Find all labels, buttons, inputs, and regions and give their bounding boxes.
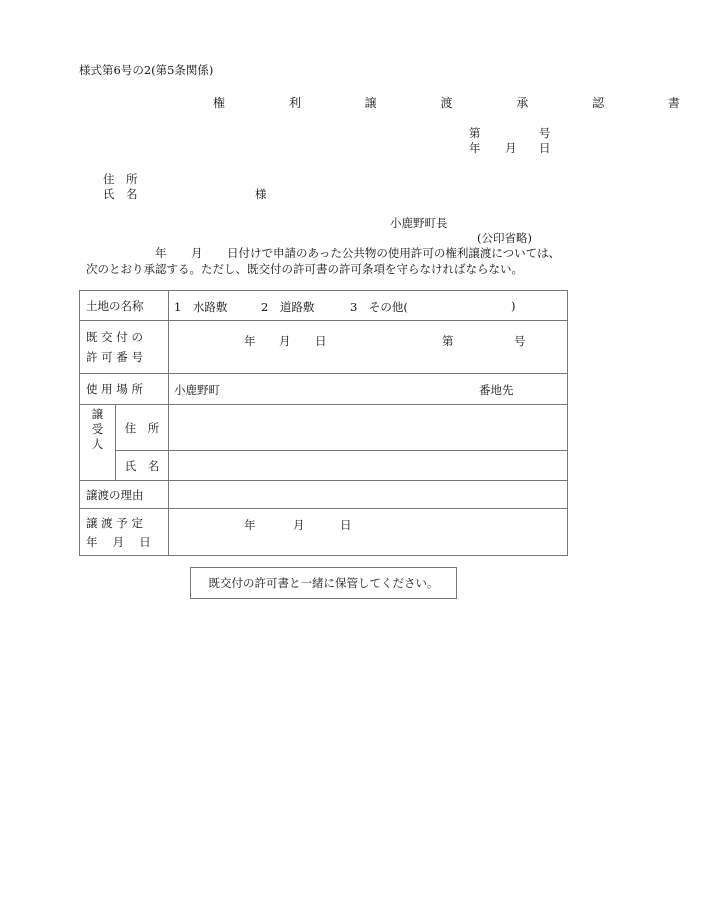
location-label: 使 用 場 所 bbox=[86, 382, 143, 396]
planned-label-line2: 年 月 日 bbox=[86, 534, 151, 549]
transferee-char-3: 人 bbox=[91, 437, 104, 451]
form-number: 様式第6号の2(第5条関係) bbox=[79, 63, 214, 77]
transferee-name-label: 氏 名 bbox=[124, 458, 160, 473]
body-line2: 次のとおり承認する。ただし、既交付の許可書の許可条項を守らなければならない。 bbox=[86, 262, 523, 276]
row-transferee-name bbox=[80, 451, 568, 481]
notice-box bbox=[190, 567, 457, 599]
body-date-month: 月 bbox=[191, 246, 203, 260]
transferee-char-1: 譲 bbox=[91, 407, 104, 421]
transferee-address-field[interactable] bbox=[169, 405, 568, 451]
permit-date-year: 年 bbox=[244, 334, 256, 348]
reason-label: 譲渡の理由 bbox=[86, 487, 144, 502]
permit-number-field bbox=[169, 321, 567, 373]
row-location bbox=[80, 374, 568, 405]
permit-no-go: 号 bbox=[514, 334, 526, 348]
addressee-address-label: 住 所 bbox=[103, 172, 138, 186]
permit-label-line2: 許 可 番 号 bbox=[86, 350, 143, 364]
land-option-close-paren: ) bbox=[511, 299, 516, 313]
body-line1: 日付けで申請のあった公共物の使用許可の権利譲渡については、 bbox=[227, 246, 561, 260]
issue-date-month: 月 bbox=[505, 141, 517, 155]
transfer-form-table bbox=[79, 290, 568, 556]
transferee-label bbox=[80, 405, 116, 481]
planned-label-line1: 譲 渡 予 定 bbox=[86, 515, 143, 530]
doc-number-dai: 第 bbox=[469, 126, 481, 140]
planned-date-day: 日 bbox=[340, 518, 352, 532]
land-option-waterway: 1 水路敷 bbox=[174, 300, 228, 314]
location-suffix: 番地先 bbox=[479, 383, 514, 397]
issue-date-year: 年 bbox=[469, 141, 481, 155]
row-land-name bbox=[80, 291, 568, 321]
row-reason bbox=[80, 481, 568, 509]
transferee-char-2: 受 bbox=[91, 422, 104, 436]
transferee-name-field[interactable] bbox=[169, 451, 568, 481]
issuer-name: 小鹿野町長 bbox=[390, 216, 448, 230]
row-permit-number bbox=[80, 321, 568, 374]
row-transferee-address bbox=[80, 405, 568, 451]
land-option-road: 2 道路敷 bbox=[261, 300, 315, 314]
permit-no-dai: 第 bbox=[442, 334, 454, 348]
land-option-other: 3 その他( bbox=[350, 300, 408, 314]
body-date-year: 年 bbox=[155, 246, 167, 260]
notice-text: 既交付の許可書と一緒に保管してください。 bbox=[208, 576, 439, 590]
issue-date-day: 日 bbox=[539, 141, 551, 155]
permit-date-day: 日 bbox=[315, 334, 327, 348]
addressee-name-label: 氏 名 bbox=[103, 187, 138, 201]
location-town: 小鹿野町 bbox=[174, 383, 220, 397]
planned-date-field bbox=[169, 509, 567, 555]
permit-date-month: 月 bbox=[279, 334, 291, 348]
land-options bbox=[169, 291, 567, 320]
location-field bbox=[169, 374, 567, 404]
planned-date-year: 年 bbox=[244, 518, 256, 532]
permit-label-line1: 既 交 付 の bbox=[86, 330, 143, 344]
row-planned-date bbox=[80, 509, 568, 556]
document-title: 権 利 譲 渡 承 認 書 bbox=[213, 96, 710, 110]
land-name-label: 土地の名称 bbox=[86, 298, 144, 313]
transferee-address-label: 住 所 bbox=[124, 420, 160, 435]
planned-date-month: 月 bbox=[293, 518, 305, 532]
doc-number-go: 号 bbox=[539, 126, 551, 140]
reason-field[interactable] bbox=[169, 481, 568, 509]
seal-note: (公印省略) bbox=[477, 231, 532, 245]
addressee-honorific: 様 bbox=[255, 187, 267, 201]
